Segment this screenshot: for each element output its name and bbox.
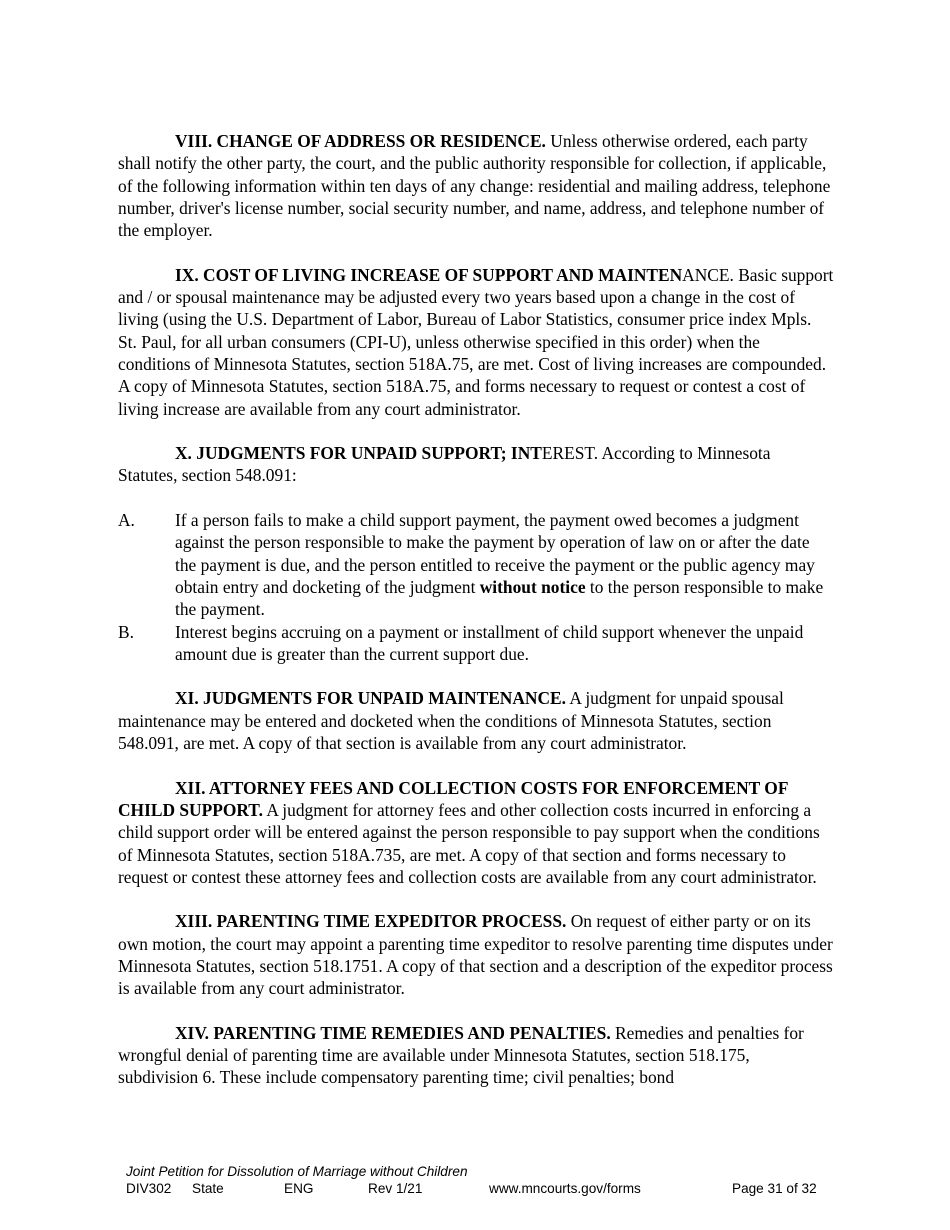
- list-item-label: A.: [118, 510, 135, 531]
- section-xii: [118, 777, 834, 888]
- section-xi-body: A judgment for unpaid spousal maintenance may be entered and docketed when the conditions of Minnesota Statutes, section 548.091, are met. A copy of that section is available from any court administrator.: [118, 688, 784, 754]
- footer-meta-row: [126, 1180, 826, 1197]
- footer-jurisdiction: State: [192, 1181, 224, 1196]
- section-viii: [118, 130, 834, 241]
- without-notice-emphasis: without notice: [479, 576, 586, 597]
- list-item-text-after: to the person responsible to make the payment.: [175, 576, 824, 620]
- section-xiii-body: On request of either party or on its own motion, the court may appoint a parenting time expeditor to resolve parenting time disputes under Minnesota Statutes, section 518.1751. A copy of that section and a description of the expeditor process is available from any court administrator.: [118, 911, 833, 999]
- section-x-heading: X. JUDGMENTS FOR UNPAID SUPPORT; INT: [175, 443, 542, 464]
- footer-language: ENG: [284, 1181, 314, 1196]
- section-xiii: [118, 910, 834, 999]
- section-xi-heading: XI. JUDGMENTS FOR UNPAID MAINTENANCE.: [175, 688, 566, 709]
- page-footer: [126, 1163, 826, 1197]
- list-item-label: B.: [118, 621, 134, 642]
- section-ix-heading: IX. COST OF LIVING INCREASE OF SUPPORT AND MAINTEN: [175, 264, 683, 285]
- section-viii-body: Unless otherwise ordered, each party shall notify the other party, the court, and the public authority responsible for collection, if applicable, of the following information within ten days of any change: residential and mailing address, telephone number, driver's license number, social security number, and name, address, and telephone number of the employer.: [118, 131, 831, 241]
- list-item-text-before: If a person fails to make a child support payment, the payment owed becomes a judgment against the person responsible to make the payment by operation of law on or after the date the payment is due, and the person entitled to receive the payment or the public agency may obtain entry and docketing of the judgment: [175, 510, 815, 597]
- section-xiii-heading: XIII. PARENTING TIME EXPEDITOR PROCESS.: [175, 911, 567, 932]
- document-body: [118, 130, 834, 1111]
- footer-form-title: Joint Petition for Dissolution of Marriage without Children: [126, 1164, 468, 1179]
- section-xii-body: A judgment for attorney fees and other collection costs incurred in enforcing a child support order will be entered against the person responsible to pay support when the conditions of Minnesota Statutes, section 518A.735, are met. A copy of that section and forms necessary to request or contest these attorney fees and collection costs are available from any court administrator.: [118, 799, 820, 887]
- footer-form-id: DIV302: [126, 1181, 172, 1196]
- list-item-b: [118, 621, 834, 666]
- footer-revision: Rev 1/21: [368, 1181, 423, 1196]
- section-xiv-heading: XIV. PARENTING TIME REMEDIES AND PENALTIES.: [175, 1022, 611, 1043]
- section-viii-heading: VIII. CHANGE OF ADDRESS OR RESIDENCE.: [175, 131, 546, 151]
- list-item-text: [175, 509, 834, 620]
- section-xiv: [118, 1022, 834, 1089]
- list-item-text: Interest begins accruing on a payment or installment of child support whenever the unpaid amount due is greater than the current support due.: [175, 621, 804, 664]
- section-ix-body: ANCE. Basic support and / or spousal maintenance may be adjusted every two years based upon a change in the cost of living (using the U.S. Department of Labor, Bureau of Labor Statistics, consumer price index Mpls. St. Paul, for all urban consumers (CPI-U), unless otherwise specified in this order) when the conditions of Minnesota Statutes, section 518A.75, are met. Cost of living increases are compounded. A copy of Minnesota Statutes, section 518A.75, and forms necessary to request or contest a cost of living increase are available from any court administrator.: [118, 264, 834, 419]
- section-x-body: EREST. According to Minnesota Statutes, section 548.091:: [118, 443, 771, 486]
- footer-page-number: Page 31 of 32: [732, 1181, 817, 1196]
- section-xi: [118, 687, 834, 754]
- list-item-a: [118, 509, 834, 620]
- section-x: [118, 442, 834, 487]
- section-x-list: [118, 509, 834, 665]
- section-xii-heading: XII. ATTORNEY FEES AND COLLECTION COSTS FOR ENFORCEMENT OF CHILD SUPPORT.: [118, 777, 788, 820]
- section-ix: [118, 264, 834, 420]
- footer-url-link[interactable]: www.mncourts.gov/forms: [489, 1181, 641, 1196]
- section-xiv-body: Remedies and penalties for wrongful denial of parenting time are available under Minnesota Statutes, section 518.175, subdivision 6. These include compensatory parenting time; civil penalties; bond: [118, 1022, 804, 1088]
